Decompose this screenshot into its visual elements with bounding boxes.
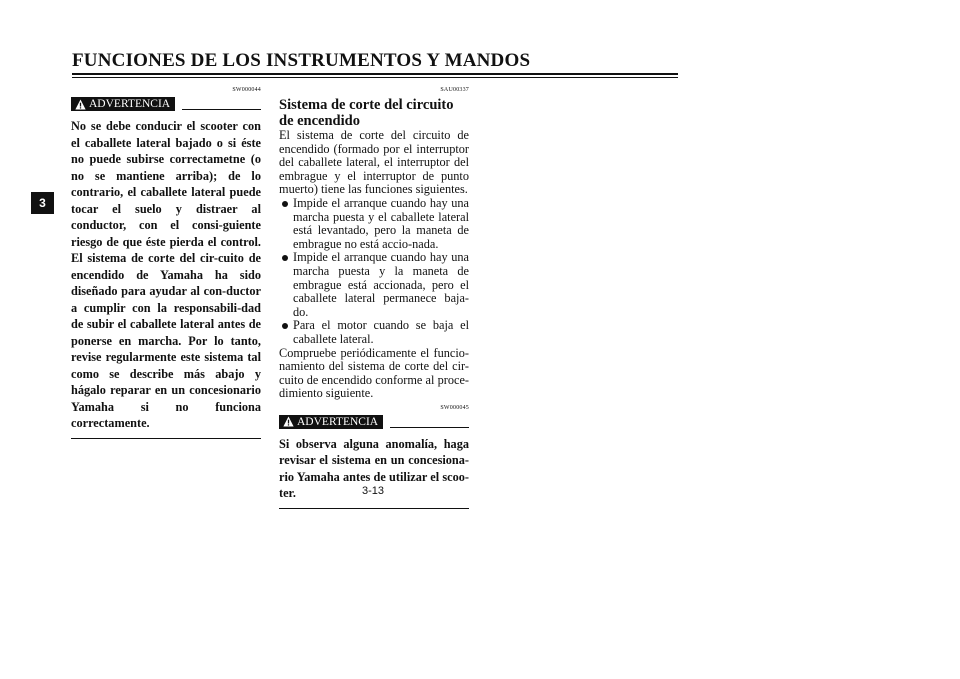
warning-header	[71, 95, 261, 111]
bullet-icon	[282, 201, 288, 207]
right-column	[279, 86, 469, 509]
bullet-icon	[282, 255, 288, 261]
header-rule-thin	[72, 77, 678, 78]
warning-badge	[279, 415, 383, 429]
list-item	[279, 251, 469, 319]
warning-triangle-icon	[283, 416, 294, 427]
warning-label: ADVERTENCIA	[89, 98, 171, 110]
section-title: Sistema de corte del circuito de encendido	[279, 97, 454, 129]
intro-paragraph: El sistema de corte del circuito de encendido (formado por el interruptor del caballete lateral, el interruptor del embrague y el interruptor de punto muerto) tiene las funciones siguientes.	[279, 128, 469, 197]
warning-label: ADVERTENCIA	[297, 415, 379, 428]
warning-text: No se debe conducir el scooter con el caballete lateral bajado o si éste no puede subirse correctametne (o no se mantiene arriba); de lo contrario, el caballete lateral puede tocar el suelo y distraer al conductor, con el consi-guiente riesgo de que éste pierda el control. El sistema de corte del cir-cuito de encendido de Yamaha ha sido diseñado para ayudar al con-ductor a cumplir con la responsabili-dad de subir el caballete lateral antes de ponerse en marcha. Por lo tanto, revise regularmente este sistema tal como se describe más abajo y hágalo reparar en un concesionario Yamaha si no funciona correctamente.	[71, 119, 261, 430]
list-item	[279, 197, 469, 251]
warning-text: Si observa alguna anomalía, haga revisar el sistema en un concesiona-rio Yamaha antes de utilizar el scoo-ter.	[279, 436, 469, 501]
warning-triangle-icon	[75, 99, 86, 110]
page-header-title: FUNCIONES DE LOS INSTRUMENTOS Y MANDOS	[72, 50, 531, 71]
warning-header	[279, 413, 469, 429]
warning-badge	[71, 97, 175, 111]
warning-end-rule	[71, 438, 261, 439]
section-code: SW000044	[232, 87, 261, 93]
list-item-text: Impide el arranque cuando hay una marcha puesta y el caballete lateral está levantado, pero la maneta de embrague no está accio-nada.	[293, 195, 469, 251]
chapter-tab: 3	[31, 192, 54, 214]
section-code: SAU00337	[440, 87, 469, 93]
warning-code: SW000045	[440, 404, 469, 411]
warning-end-rule	[279, 508, 469, 509]
header-rule	[72, 73, 678, 75]
warning-rule	[182, 109, 261, 110]
list-item	[279, 319, 469, 346]
warning-rule	[390, 427, 469, 428]
list-item-text: Para el motor cuando se baja el caballete lateral.	[293, 318, 469, 346]
outro-paragraph: Compruebe periódicamente el funcio-namiento del sistema de corte del cir-cuito de encendido conforme al proce-dimiento siguiente.	[279, 345, 469, 401]
page-number: 3-13	[362, 485, 385, 497]
left-column	[71, 86, 261, 439]
bullet-icon	[282, 323, 288, 329]
function-list	[279, 197, 469, 347]
list-item-text: Impide el arranque cuando hay una marcha puesta y la maneta de embrague está accionada, pero el caballete lateral permanece baja-do.	[293, 250, 469, 319]
